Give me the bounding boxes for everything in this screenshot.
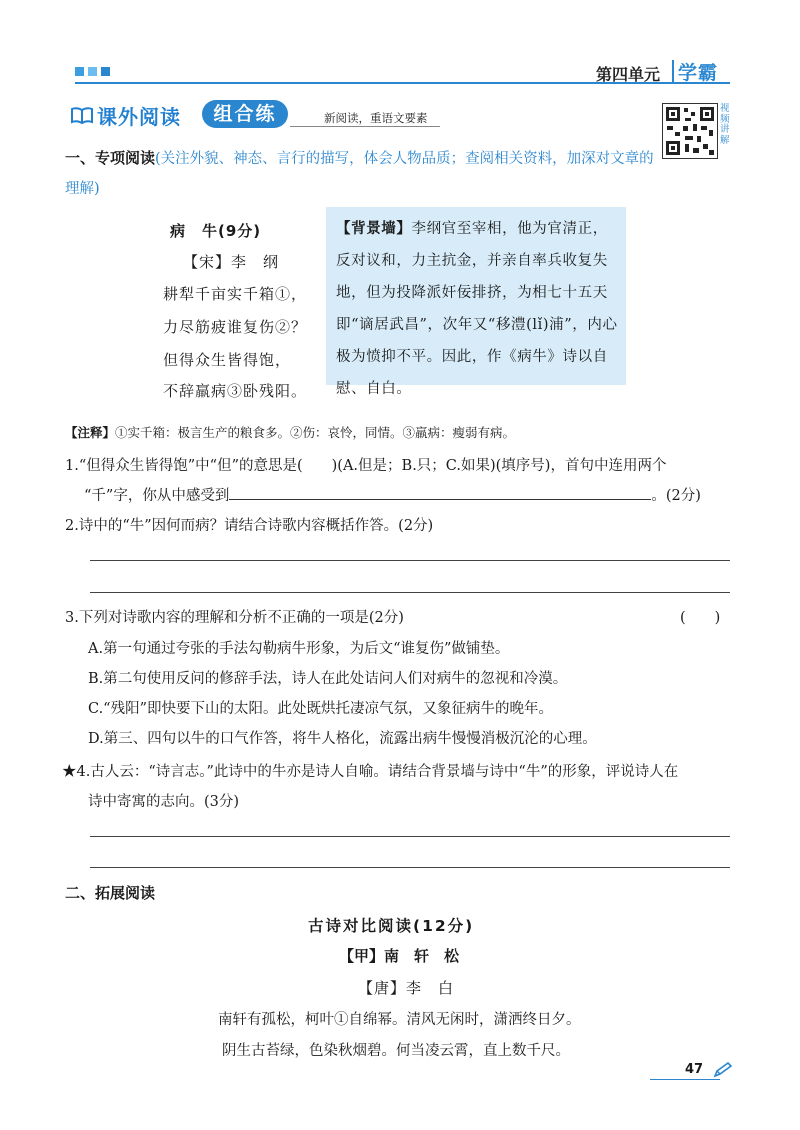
question-1: 1.“但得众生皆得饱”中“但”的意思是( )(A.但是；B.只；C.如果)(填序号)，首句中连用两个 <box>65 458 667 474</box>
section-title: 课外阅读 <box>97 105 181 129</box>
brand-divider <box>672 60 674 82</box>
answer-line[interactable] <box>90 836 730 837</box>
notes-text: ①实千箱：极言生产的粮食多。②伤：哀怜，同情。③羸病：瘦弱有病。 <box>115 425 516 440</box>
question-4-cont: 诗中寄寓的志向。(3分) <box>88 794 240 810</box>
brand-logo: 学霸 <box>678 62 719 84</box>
part1-line <box>65 147 654 168</box>
page-number: 47 <box>685 1062 704 1077</box>
question-1-prompt: “千”字，你从中感受到 <box>84 488 230 504</box>
part1-guide-cont: 理解) <box>65 181 100 197</box>
answer-blank[interactable] <box>229 485 651 500</box>
poem-a-line: 南轩有孤松，柯叶①自绵幂。清风无闲时，潇洒终日夕。 <box>218 1012 581 1028</box>
notes <box>65 423 515 441</box>
part2-title: 古诗对比阅读(12分) <box>308 917 475 935</box>
answer-line[interactable] <box>90 560 730 561</box>
answer-parenthesis[interactable]: ( ) <box>680 610 721 626</box>
part2-heading: 二、拓展阅读 <box>65 884 156 902</box>
question-3: 3.下列对诗歌内容的理解和分析不正确的一项是(2分) <box>65 610 404 626</box>
part1-heading: 一、专项阅读 <box>65 149 156 167</box>
section-pill: 组合练 <box>202 100 288 128</box>
option-b: B.第二句使用反问的修辞手法，诗人在此处诘问人们对病牛的忽视和冷漠。 <box>88 671 568 687</box>
pencil-icon <box>712 1062 734 1078</box>
header-decoration <box>75 67 110 76</box>
question-4: ★4.古人云：“诗言志。”此诗中的牛亦是诗人自喻。请结合背景墙与诗中“牛”的形象，评说诗人在 <box>62 764 679 780</box>
qr-code-icon[interactable] <box>662 103 718 159</box>
page-number-underline <box>650 1079 720 1080</box>
question-1-cont <box>84 484 701 505</box>
background-label: 【背景墙】 <box>336 221 412 237</box>
part1-guide: (关注外貌、神态、言行的描写，体会人物品质；查阅相关资料，加深对文章的 <box>155 151 654 167</box>
poem-a-title: 【甲】南 轩 松 <box>339 947 460 965</box>
background-text <box>336 213 622 405</box>
poem-line: 但得众生皆得饱， <box>163 351 292 369</box>
notes-label: 【注释】 <box>65 425 116 440</box>
option-a: A.第一句通过夸张的手法勾勒病牛形象，为后文“谁复伤”做铺垫。 <box>88 641 510 657</box>
poem-line: 耕犁千亩实千箱①， <box>163 285 308 303</box>
section-underline <box>290 126 440 127</box>
poem-a-line: 阴生古苔绿，色染秋烟碧。何当凌云霄，直上数千尺。 <box>222 1043 570 1059</box>
background-body: 李纲官至宰相，他为官清正，反对议和，力主抗金，并亲自率兵收复失地，但为投降派奸佞排挤，为相七十五天即“谪居武昌”，次年又“移澧(lǐ)浦”，内心极为愤抑不平。因此，作《病牛》诗以自慰、自白。 <box>336 221 618 397</box>
answer-line[interactable] <box>90 592 730 593</box>
poem-title: 病 牛(9分) <box>170 222 262 240</box>
option-c: C.“残阳”即快要下山的太阳。此处既烘托凄凉气氛，又象征病牛的晚年。 <box>88 701 554 717</box>
question-2: 2.诗中的“牛”因何而病？请结合诗歌内容概括作答。(2分) <box>65 518 434 534</box>
unit-label: 第四单元 <box>596 65 661 84</box>
section-note: 新阅读，重语文要素 <box>324 111 428 125</box>
answer-line[interactable] <box>90 867 730 868</box>
poem-a-author: 【唐】李 白 <box>358 979 455 997</box>
poem-author: 【宋】李 纲 <box>183 253 280 271</box>
book-icon <box>70 106 94 124</box>
qr-label: 视频讲解 <box>720 103 730 146</box>
option-d: D.第三、四句以牛的口气作答，将牛人格化，流露出病牛慢慢消极沉沦的心理。 <box>88 731 597 747</box>
poem-line: 不辞羸病③卧残阳。 <box>163 382 308 400</box>
poem-line: 力尽筋疲谁复伤②？ <box>163 318 308 336</box>
question-1-score: 。(2分) <box>651 488 701 504</box>
